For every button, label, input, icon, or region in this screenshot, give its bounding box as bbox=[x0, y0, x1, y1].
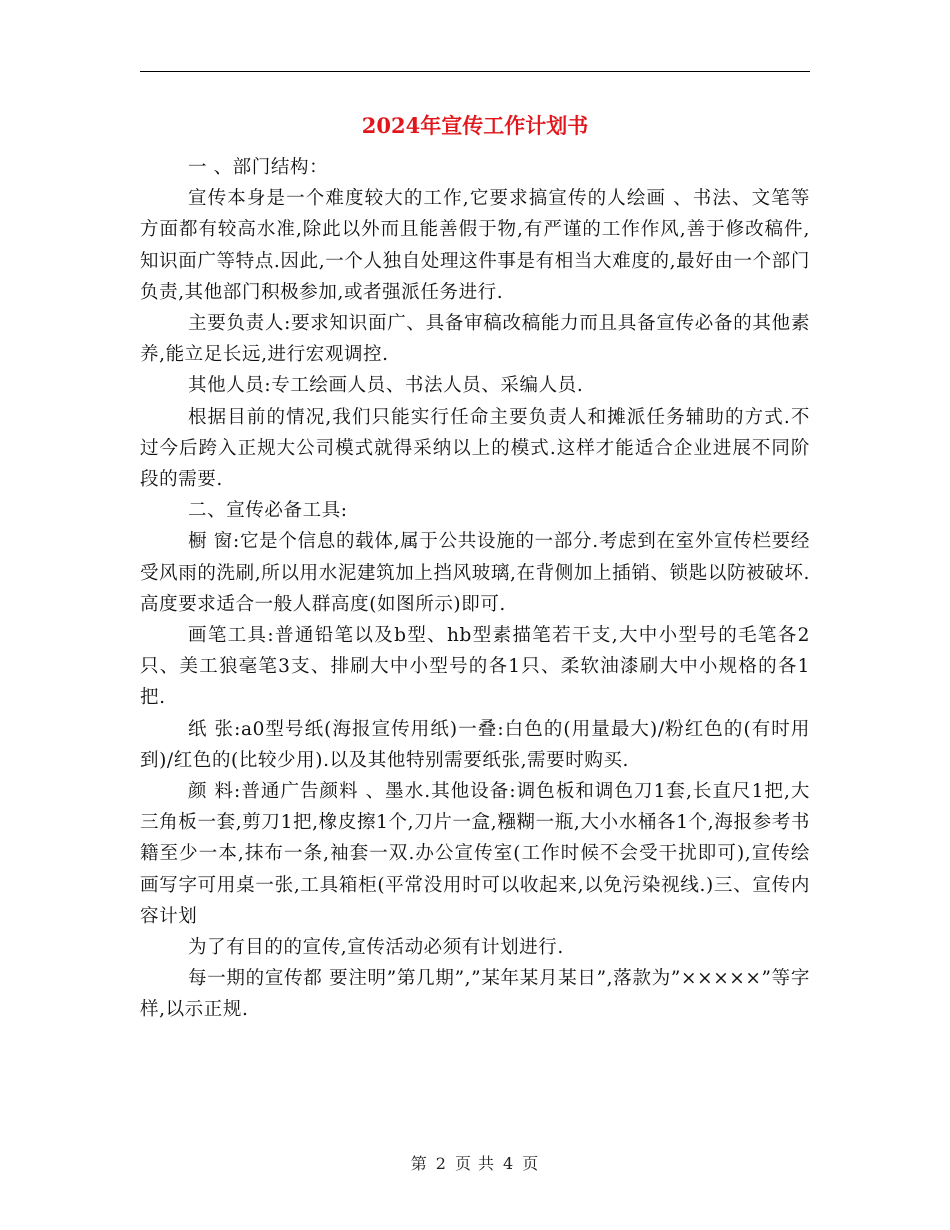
paragraph-other-staff: 其他人员:专工绘画人员、书法人员、采编人员. bbox=[188, 375, 584, 397]
paragraph-brushes: 画笔工具:普通铅笔以及b型、hb型素描笔若干支,大中小型号的毛笔各2只、美工狼毫笔3支、排刷大中小型号的各1只、柔软油漆刷大中小规格的各1把. bbox=[140, 625, 810, 709]
document-title: 2024年宣传工作计划书 bbox=[361, 113, 589, 138]
section-heading-tools: 二、宣传必备工具: bbox=[188, 500, 348, 522]
footer-page-number: 2 bbox=[435, 1154, 447, 1173]
paragraph-paint: 颜 料:普通广告颜料 、墨水.其他设备:调色板和调色刀1套,长直尺1把,大三角板一套,剪刀1把,橡皮擦1个,刀片一盒,糨糊一瓶,大小水桶各1个,海报参考书籍至少一本,抹布一条,袖套一双.办公宣传室(工作时候不会受干扰即可),宣传绘画写字可用桌一张,工具箱柜(平常没用时可以收起来,以免污染视线.)三、宣传内容计划 bbox=[140, 781, 810, 927]
footer-total-pages: 4 bbox=[503, 1154, 515, 1173]
paragraph-current-situation: 根据目前的情况,我们只能实行任命主要负责人和摊派任务辅助的方式.不过今后跨入正规大公司模式就得采纳以上的模式.这样才能适合企业进展不同阶段的需要. bbox=[140, 406, 810, 491]
paragraph-intro: 宣传本身是一个难度较大的工作,它要求搞宣传的人绘画 、书法、文笔等方面都有较高水准,除此以外而且能善假于物,有严谨的工作作风,善于修改稿件,知识面广等特点.因此,一个人独自处理这件事是有相当大难度的,最好由一个部门负责,其他部门积极参加,或者强派任务进行. bbox=[140, 188, 810, 303]
document-body bbox=[140, 152, 810, 1026]
footer-prefix: 第 bbox=[410, 1154, 428, 1173]
paragraph-planned-publicity: 为了有目的的宣传,宣传活动必须有计划进行. bbox=[188, 937, 564, 959]
paragraph-paper: 纸 张:a0型号纸(海报宣传用纸)一叠:白色的(用量最大)/粉红色的(有时用到)/红色的(比较少用).以及其他特别需要纸张,需要时购买. bbox=[140, 718, 810, 771]
section-heading-department-structure: 一 、部门结构： bbox=[188, 157, 329, 178]
page-footer bbox=[0, 1153, 950, 1175]
header-rule bbox=[140, 71, 810, 72]
paragraph-showcase: 橱 窗:它是个信息的载体,属于公共设施的一部分.考虑到在室外宣传栏要经受风雨的洗刷,所以用水泥建筑加上挡风玻璃,在背侧加上插销、锁匙以防被破坏.高度要求适合一般人群高度(如图所示)即可. bbox=[140, 531, 810, 615]
paragraph-issue-marking: 每一期的宣传都 要注明”第几期”,”某年某月某日”,落款为”×××××”等字样,以示正规. bbox=[140, 968, 810, 1021]
footer-suffix: 页 bbox=[522, 1154, 540, 1173]
paragraph-main-lead: 主要负责人:要求知识面广、具备审稿改稿能力而且具备宣传必备的其他素养,能立足长远,进行宏观调控. bbox=[140, 313, 810, 366]
footer-middle: 页 共 bbox=[454, 1154, 496, 1173]
